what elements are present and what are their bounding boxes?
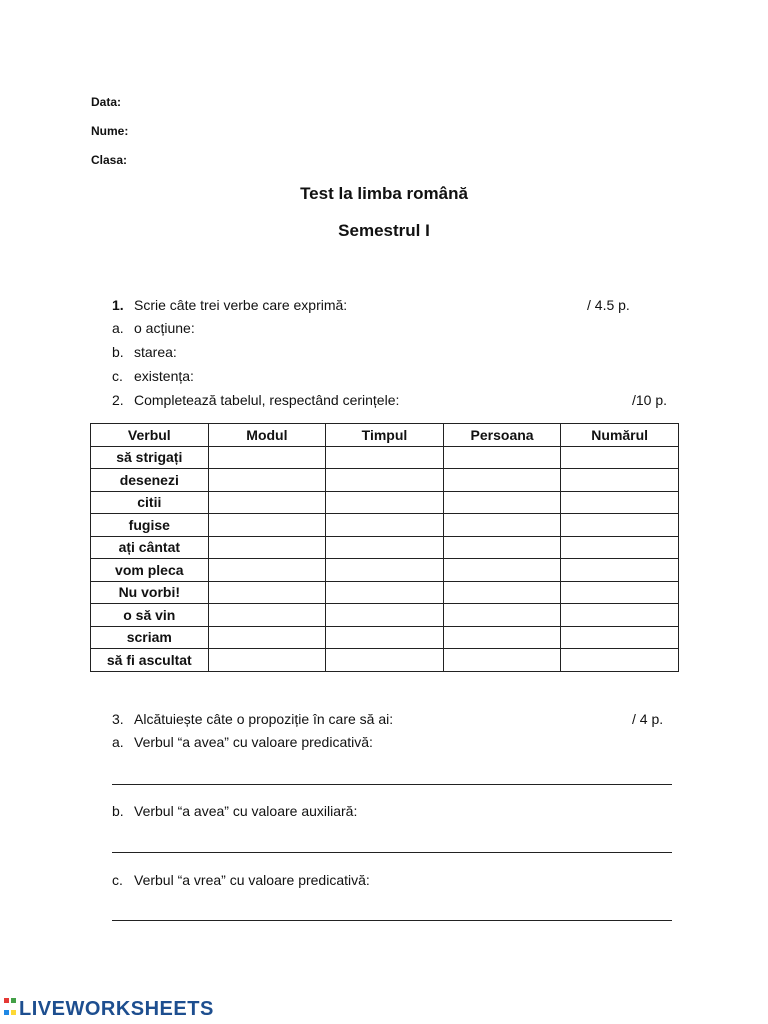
answer-cell[interactable] bbox=[443, 581, 561, 604]
answer-cell[interactable] bbox=[561, 469, 679, 492]
question-1-points: / 4.5 p. bbox=[587, 297, 630, 313]
answer-cell[interactable] bbox=[443, 536, 561, 559]
verb-cell: o să vin bbox=[91, 604, 209, 627]
answer-cell[interactable] bbox=[443, 559, 561, 582]
answer-cell[interactable] bbox=[443, 469, 561, 492]
verb-cell: desenezi bbox=[91, 469, 209, 492]
class-label: Clasa: bbox=[91, 153, 128, 167]
column-header: Persoana bbox=[443, 424, 561, 447]
verb-cell: să strigați bbox=[91, 446, 209, 469]
logo-square bbox=[4, 1010, 9, 1015]
question-text: Alcătuiește câte o propoziție în care să ai: bbox=[134, 711, 394, 727]
question-text: Scrie câte trei verbe care exprimă: bbox=[134, 297, 348, 313]
answer-cell[interactable] bbox=[443, 514, 561, 537]
table-row bbox=[91, 626, 679, 649]
answer-cell[interactable] bbox=[208, 514, 326, 537]
verb-cell: ați cântat bbox=[91, 536, 209, 559]
question-number: 2. bbox=[112, 392, 124, 408]
answer-cell[interactable] bbox=[326, 469, 444, 492]
answer-cell[interactable] bbox=[561, 446, 679, 469]
page-title: Test la limba română bbox=[300, 184, 468, 203]
question-3-points: / 4 p. bbox=[632, 711, 664, 727]
answer-cell[interactable] bbox=[561, 514, 679, 537]
answer-cell[interactable] bbox=[326, 559, 444, 582]
table-row bbox=[91, 559, 679, 582]
question-1 bbox=[112, 297, 347, 313]
table-row bbox=[91, 469, 679, 492]
answer-cell[interactable] bbox=[561, 559, 679, 582]
logo-mark-icon bbox=[4, 998, 16, 1020]
question-2-points: /10 p. bbox=[632, 392, 668, 408]
answer-cell[interactable] bbox=[326, 491, 444, 514]
question-1-item-a: a. o acțiune: bbox=[112, 320, 195, 336]
logo-square bbox=[11, 1010, 16, 1015]
column-header: Timpul bbox=[326, 424, 444, 447]
question-number: 1. bbox=[112, 297, 124, 313]
question-1-item-b: b. starea: bbox=[112, 344, 177, 360]
answer-cell[interactable] bbox=[326, 536, 444, 559]
answer-cell[interactable] bbox=[443, 446, 561, 469]
answer-cell[interactable] bbox=[443, 604, 561, 627]
answer-cell[interactable] bbox=[208, 604, 326, 627]
answer-cell[interactable] bbox=[561, 626, 679, 649]
column-header: Modul bbox=[208, 424, 326, 447]
verb-cell: să fi ascultat bbox=[91, 649, 209, 672]
answer-cell[interactable] bbox=[208, 626, 326, 649]
liveworksheets-logo[interactable] bbox=[4, 996, 214, 1022]
column-header: Numărul bbox=[561, 424, 679, 447]
table-row bbox=[91, 581, 679, 604]
answer-cell[interactable] bbox=[561, 604, 679, 627]
answer-cell[interactable] bbox=[208, 446, 326, 469]
verb-cell: citii bbox=[91, 491, 209, 514]
answer-cell[interactable] bbox=[326, 446, 444, 469]
question-2 bbox=[112, 392, 399, 408]
answer-cell[interactable] bbox=[443, 626, 561, 649]
answer-cell[interactable] bbox=[208, 491, 326, 514]
answer-cell[interactable] bbox=[208, 581, 326, 604]
table-row bbox=[91, 491, 679, 514]
table-row bbox=[91, 604, 679, 627]
answer-cell[interactable] bbox=[208, 649, 326, 672]
answer-cell[interactable] bbox=[208, 469, 326, 492]
answer-cell[interactable] bbox=[326, 514, 444, 537]
table-header-row bbox=[91, 424, 679, 447]
logo-square bbox=[11, 998, 16, 1003]
verb-cell: scriam bbox=[91, 626, 209, 649]
answer-cell[interactable] bbox=[326, 581, 444, 604]
page-subtitle: Semestrul I bbox=[338, 221, 430, 240]
answer-cell[interactable] bbox=[208, 536, 326, 559]
logo-square bbox=[4, 998, 9, 1003]
date-label: Data: bbox=[91, 95, 122, 109]
answer-cell[interactable] bbox=[561, 581, 679, 604]
table-row bbox=[91, 446, 679, 469]
column-header: Verbul bbox=[91, 424, 209, 447]
question-3 bbox=[112, 711, 393, 727]
table-row bbox=[91, 536, 679, 559]
name-label: Nume: bbox=[91, 124, 129, 138]
question-3-item-c: c. Verbul “a vrea” cu valoare predicativă: bbox=[112, 872, 370, 888]
answer-cell[interactable] bbox=[326, 626, 444, 649]
question-3-item-b: b. Verbul “a avea” cu valoare auxiliară: bbox=[112, 803, 358, 819]
answer-cell[interactable] bbox=[561, 491, 679, 514]
verb-table bbox=[90, 423, 679, 672]
verb-cell: vom pleca bbox=[91, 559, 209, 582]
question-3-item-a: a. Verbul “a avea” cu valoare predicativă: bbox=[112, 734, 373, 750]
answer-cell[interactable] bbox=[443, 491, 561, 514]
answer-cell[interactable] bbox=[208, 559, 326, 582]
question-text: Completează tabelul, respectând cerințele: bbox=[134, 392, 400, 408]
verb-cell: fugise bbox=[91, 514, 209, 537]
verb-cell: Nu vorbi! bbox=[91, 581, 209, 604]
answer-cell[interactable] bbox=[561, 536, 679, 559]
question-1-item-c: c. existența: bbox=[112, 368, 194, 384]
answer-cell[interactable] bbox=[326, 604, 444, 627]
logo-text: LIVEWORKSHEETS bbox=[19, 997, 214, 1020]
answer-line-b[interactable] bbox=[112, 852, 672, 853]
answer-line-c[interactable] bbox=[112, 920, 672, 921]
table-row bbox=[91, 649, 679, 672]
answer-cell[interactable] bbox=[561, 649, 679, 672]
question-number: 3. bbox=[112, 711, 124, 727]
answer-cell[interactable] bbox=[443, 649, 561, 672]
table-row bbox=[91, 514, 679, 537]
answer-line-a[interactable] bbox=[112, 784, 672, 785]
answer-cell[interactable] bbox=[326, 649, 444, 672]
